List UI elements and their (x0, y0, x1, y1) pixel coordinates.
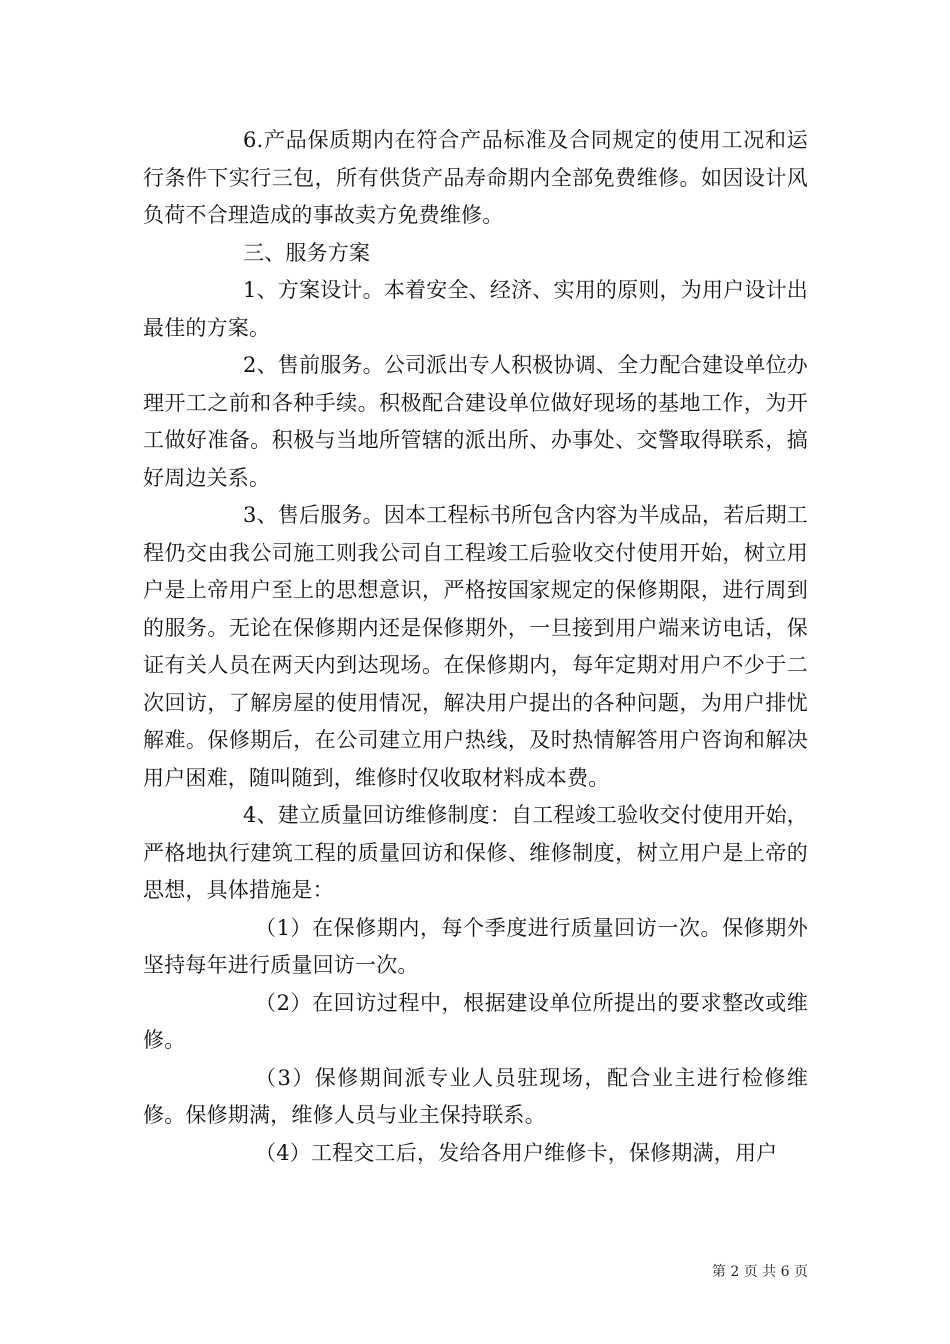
paragraph-measure-3: （3）保修期间派专业人员驻现场，配合业主进行检修维修。保修期满，维修人员与业主保持联系。 (143, 1065, 808, 1127)
paragraph-plan-design: 1、方案设计。本着安全、经济、实用的原则，为用户设计出最佳的方案。 (143, 278, 808, 340)
paragraph-warranty-item-6: 6.产品保质期内在符合产品标准及合同规定的使用工况和运行条件下实行三包，所有供货产品寿命期内全部免费维修。如因设计风负荷不合理造成的事故卖方免费维修。 (143, 128, 808, 227)
paragraph-measure-1: （1）在保修期内，每个季度进行质量回访一次。保修期外坚持每年进行质量回访一次。 (143, 915, 808, 977)
paragraph-after-sales-service: 3、售后服务。因本工程标书所包含内容为半成品，若后期工程仍交由我公司施工则我公司自工程竣工后验收交付使用开始，树立用户是上帝用户至上的思想意识，严格按国家规定的保修期限，进行周到的服务。无论在保修期内还是保修期外，一旦接到用户端来访电话，保证有关人员在两天内到达现场。在保修期内，每年定期对用户不少于二次回访，了解房屋的使用情况，解决用户提出的各种问题，为用户排忧解难。保修期后，在公司建立用户热线，及时热情解答用户咨询和解决用户困难，随叫随到，维修时仅收取材料成本费。 (143, 503, 808, 790)
document-body (143, 122, 808, 1172)
paragraph-measure-2: （2）在回访过程中，根据建设单位所提出的要求整改或维修。 (143, 990, 808, 1052)
paragraph-pre-sales-service: 2、售前服务。公司派出专人积极协调、全力配合建设单位办理开工之前和各种手续。积极配合建设单位做好现场的基地工作，为开工做好准备。积极与当地所管辖的派出所、办事处、交警取得联系，搞好周边关系。 (143, 353, 808, 490)
paragraph-measure-4: （4）工程交工后，发给各用户维修卡，保修期满，用户 (255, 1140, 778, 1165)
paragraph-quality-revisit-system: 4、建立质量回访维修制度：自工程竣工验收交付使用开始，严格地执行建筑工程的质量回访和保修、维修制度，树立用户是上帝的思想，具体措施是： (143, 803, 808, 902)
section-heading-service-plan: 三、服务方案 (243, 240, 371, 265)
page-number-footer: 第 2 页 共 6 页 (711, 1264, 808, 1280)
